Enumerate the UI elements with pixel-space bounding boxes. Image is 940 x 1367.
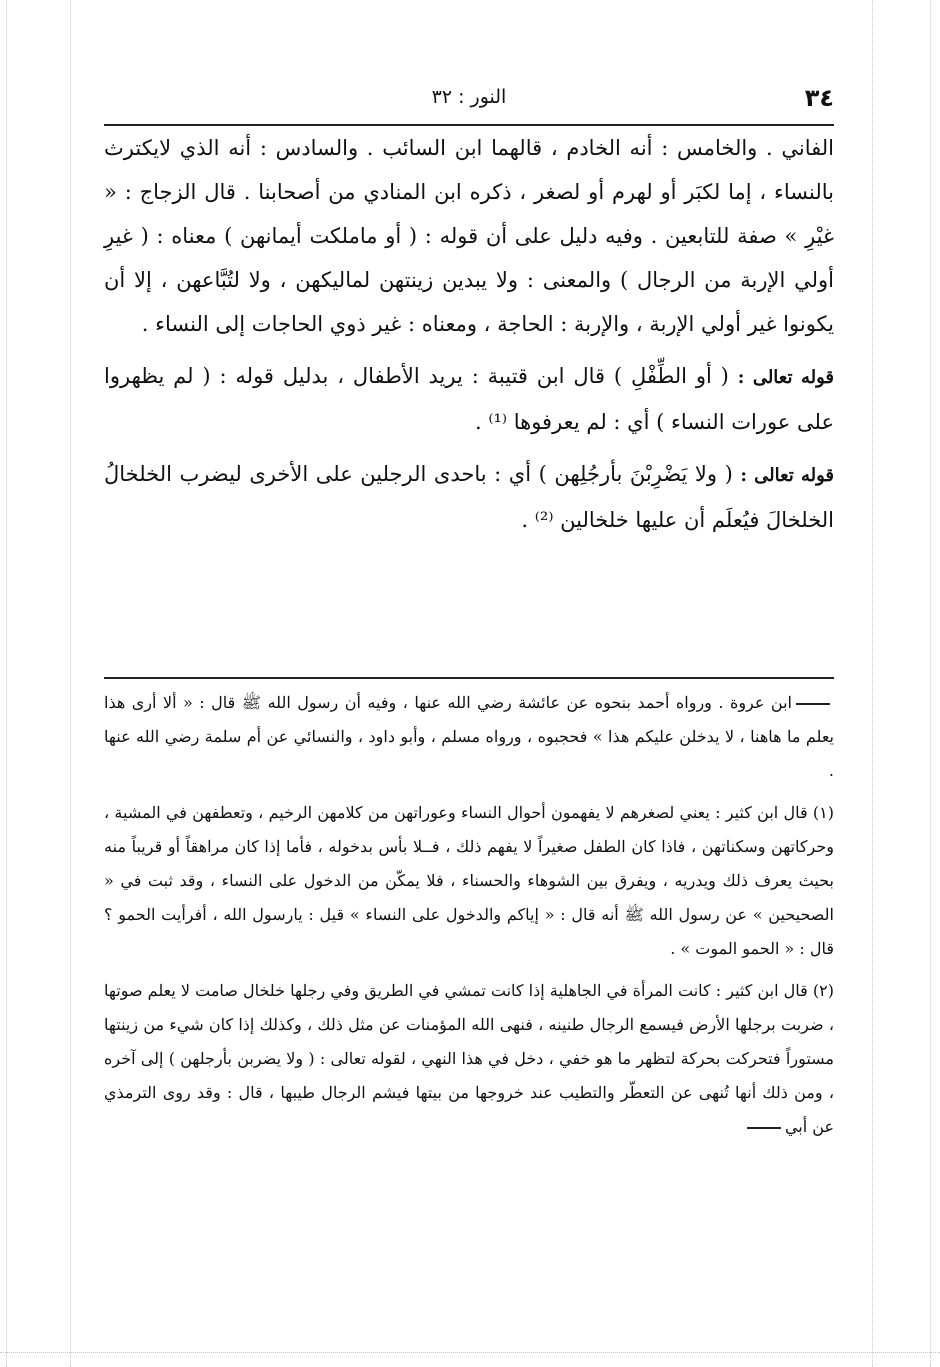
running-head: النور : ٣٢ bbox=[431, 86, 507, 108]
paragraph bbox=[104, 354, 834, 444]
scan-edge-right bbox=[930, 0, 931, 1367]
paragraph-text: الفاني . والخامس : أنه الخادم ، قالهما ابن السائب . والسادس : أنه الذي لايكترث بالنساء ، إما لكبَر أو لهرم أو لصغر ، ذكره ابن المنادي من أصحابنا . قال الزجاج : « غيْرِ » صفة للتابعين . وفيه دليل على أن قوله : ( أو ماملكت أيمانهن ) معناه : ( غيرِ أولي الإربة من الرجال ) والمعنى : ولا يبدين زينتهن لماليكهن ، ولا لتُبَّاعهن ، إلا أن يكونوا غير أولي الإربة ، والإربة : الحاجة ، ومعناه : غير ذوي الحاجات إلى النساء . bbox=[104, 136, 834, 336]
scan-edge-bottom bbox=[0, 1352, 940, 1353]
paragraph-lead: قوله تعالى : bbox=[737, 367, 834, 388]
footnote-rule bbox=[104, 677, 834, 679]
paragraph-text: ( ولا يَضْرِبْنَ بأرجُلِهن ) أي : باحدى الرجلين على الأخرى ليضرب الخلخالُ الخلخالَ فيُعلَم أن عليها خلخالين ⁽²⁾ . bbox=[104, 462, 834, 532]
page-number: ٣٤ bbox=[804, 84, 834, 112]
paragraph bbox=[104, 126, 834, 346]
paragraph-text: ( أو الطِّفْلِ ) قال ابن قتيبة : يريد الأطفال ، بدليل قوله : ( لم يظهروا على عورات النساء ) أي : لم يعرفوها ⁽¹⁾ . bbox=[104, 364, 834, 434]
paragraph-lead: قوله تعالى : bbox=[740, 465, 835, 486]
scan-guide-right bbox=[872, 0, 873, 1367]
footnote-text: ابن عروة . ورواه أحمد بنحوه عن عائشة رضي الله عنها ، وفيه أن رسول الله ﷺ قال : « ألا أرى هذا يعلم ما هاهنا ، لا يدخلن عليكم هذا » فحجبوه ، ورواه مسلم ، وأبو داود ، والنسائي عن أم سلمة رضي الله عنها . bbox=[104, 693, 835, 780]
footnote-text: (١) قال ابن كثير : يعني لصغرهم لا يفهمون أحوال النساء وعوراتهن من كلامهن الرخيم ، وتعطفهن في المشية ، وحركاتهن وسكناتهن ، فاذا كان الطفل صغيراً لا يفهم ذلك ، فــلا بأس بدخوله ، فأما إذا كان مراهقاً أو قريباً منه بحيث يعرف ذلك ويدريه ، ويفرق بين الشوهاء والحسناء ، فلا يمكّن من الدخول على النساء ، وقد ثبت في « الصحيحين » عن رسول الله ﷺ أنه قال : « إياكم والدخول على النساء » قيل : يارسول الله ، أفرأيت الحمو ؟ قال : « الحمو الموت » . bbox=[104, 803, 834, 958]
page-header bbox=[104, 84, 834, 114]
footnote-continuation bbox=[104, 686, 834, 788]
footnote-text: (٢) قال ابن كثير : كانت المرأة في الجاهلية إذا كانت تمشي في الطريق وفي رجلها خلخال صامت لا يعلم صوتها ، ضربت برجلها الأرض فيسمع الرجال طنينه ، فنهى الله المؤمنات عن مثل ذلك ، وكذلك إذا كان شيء من زينتها مستوراً فتحركت بحركة لتظهر ما هو خفي ، دخل في هذا النهي ، لقوله تعالى : ( ولا يضربن بأرجلهن ) إلى آخره ، ومن ذلك أنها تُنهى عن التعطّر والتطيب عند خروجها من بيتها فيشم الرجال طيبها ، قال : وقد روى الترمذي عن أبي bbox=[104, 981, 834, 1136]
footnotes bbox=[104, 686, 834, 1144]
footnote bbox=[104, 974, 834, 1144]
paragraph bbox=[104, 452, 834, 542]
main-text bbox=[104, 126, 834, 542]
footnote bbox=[104, 796, 834, 966]
scan-edge-left bbox=[6, 0, 7, 1367]
scan-guide-left bbox=[70, 0, 71, 1367]
continuation-dash bbox=[796, 703, 830, 705]
continuation-dash bbox=[747, 1127, 781, 1129]
